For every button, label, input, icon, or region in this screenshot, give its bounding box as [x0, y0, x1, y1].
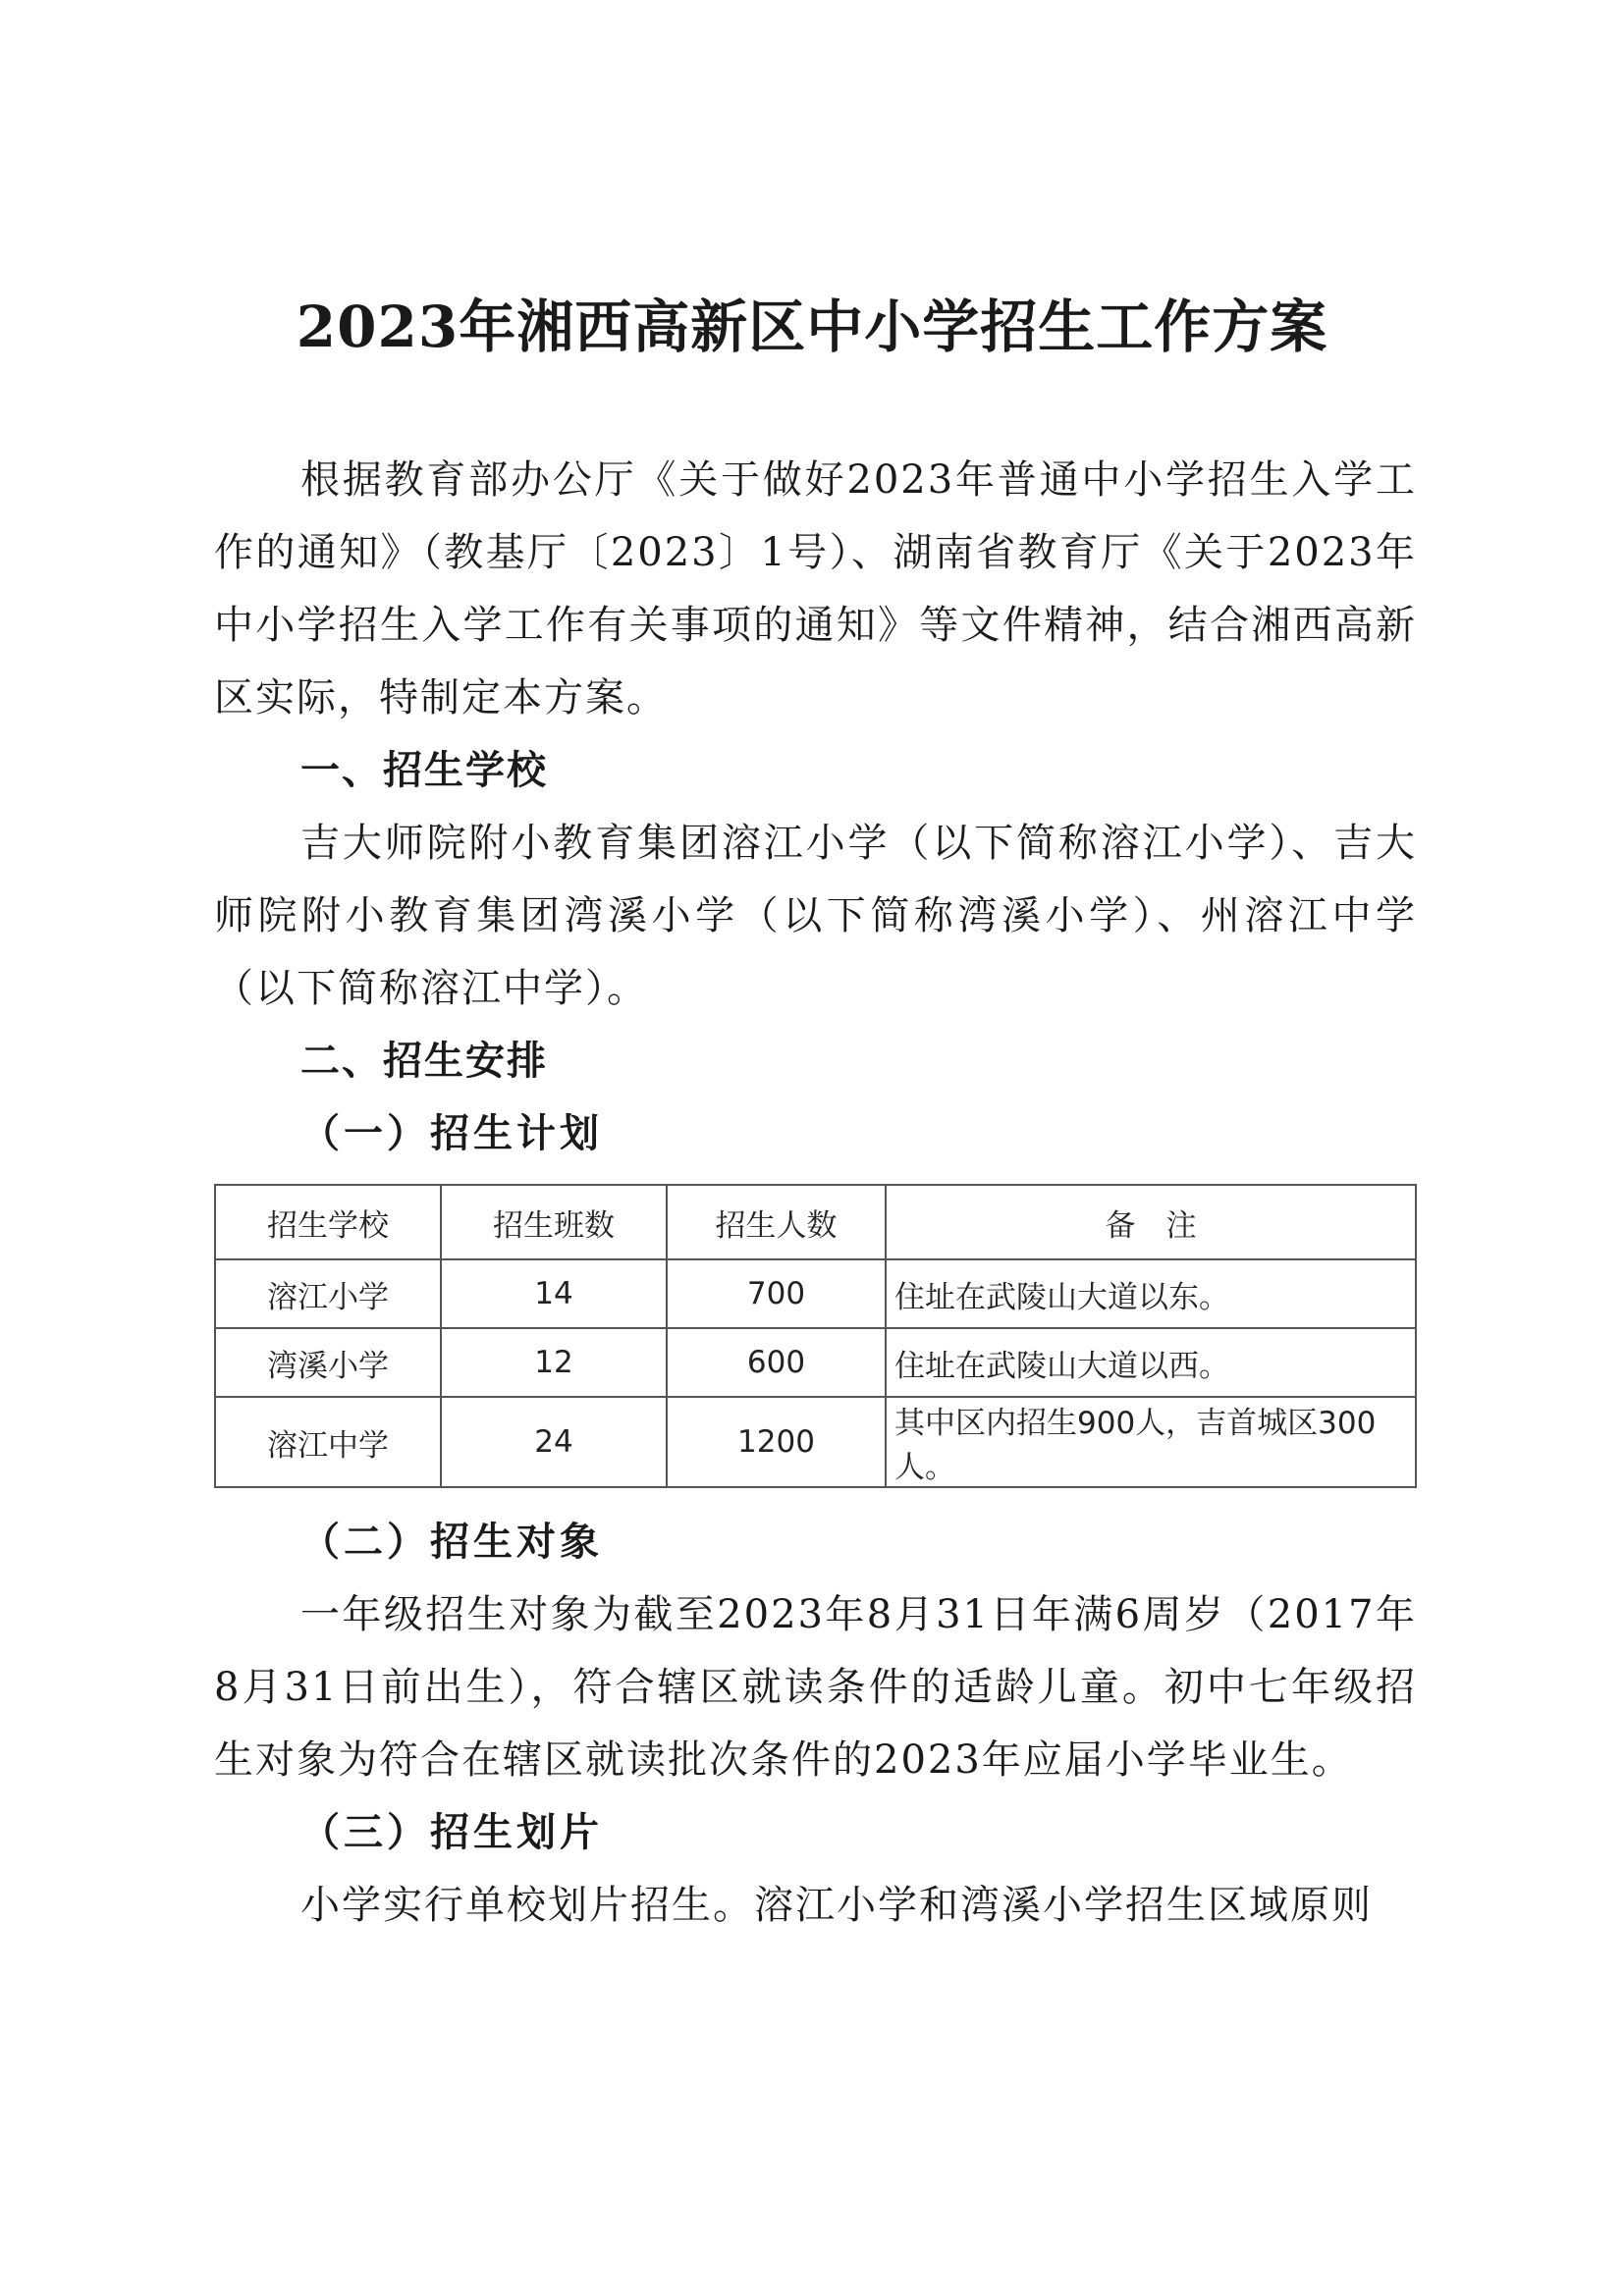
cell-students: 600	[667, 1328, 886, 1397]
section-heading-schools: 一、招生学校	[300, 747, 548, 793]
cell-school: 溶江小学	[215, 1259, 441, 1328]
cell-school: 溶江中学	[215, 1397, 441, 1487]
header-note: 备 注	[886, 1185, 1416, 1259]
cell-classes: 12	[441, 1328, 667, 1397]
cell-school: 湾溪小学	[215, 1328, 441, 1397]
cell-classes: 24	[441, 1397, 667, 1487]
cell-note: 住址在武陵山大道以西。	[886, 1328, 1416, 1397]
cell-students: 700	[667, 1259, 886, 1328]
enrollment-plan-table	[214, 1184, 1417, 1488]
cell-classes: 14	[441, 1259, 667, 1328]
header-classes: 招生班数	[441, 1185, 667, 1259]
intro-paragraph: 根据教育部办公厅《关于做好2023年普通中小学招生入学工作的通知》（教基厅〔2023〕1号）、湖南省教育厅《关于2023年中小学招生入学工作有关事项的通知》等文件精神，结合湘西高新区实际，特制定本方案。	[214, 457, 1417, 721]
document-body	[214, 444, 1417, 1942]
cell-students: 1200	[667, 1397, 886, 1487]
table-row	[215, 1259, 1416, 1328]
schools-paragraph: 吉大师院附小教育集团溶江小学（以下简称溶江小学）、吉大师院附小教育集团湾溪小学（以下简称湾溪小学）、州溶江中学（以下简称溶江中学）。	[214, 821, 1417, 1011]
subheading-target: （二）招生对象	[300, 1519, 603, 1565]
header-school: 招生学校	[215, 1185, 441, 1259]
table-header-row	[215, 1185, 1416, 1259]
document-title: 2023年湘西高新区中小学招生工作方案	[296, 294, 1328, 360]
subheading-zoning: （三）招生划片	[300, 1809, 603, 1855]
table-row	[215, 1397, 1416, 1487]
subheading-plan: （一）招生计划	[300, 1110, 603, 1156]
section-heading-arrangement: 二、招生安排	[300, 1038, 548, 1084]
table-row	[215, 1328, 1416, 1397]
cell-note: 住址在武陵山大道以东。	[886, 1259, 1416, 1328]
header-students: 招生人数	[667, 1185, 886, 1259]
zoning-paragraph: 小学实行单校划片招生。溶江小学和湾溪小学招生区域原则	[300, 1883, 1373, 1928]
cell-note: 其中区内招生900人，吉首城区300人。	[886, 1397, 1416, 1487]
target-paragraph: 一年级招生对象为截至2023年8月31日年满6周岁（2017年8月31日前出生），符合辖区就读条件的适龄儿童。初中七年级招生对象为符合在辖区就读批次条件的2023年应届小学毕业生。	[214, 1592, 1417, 1783]
